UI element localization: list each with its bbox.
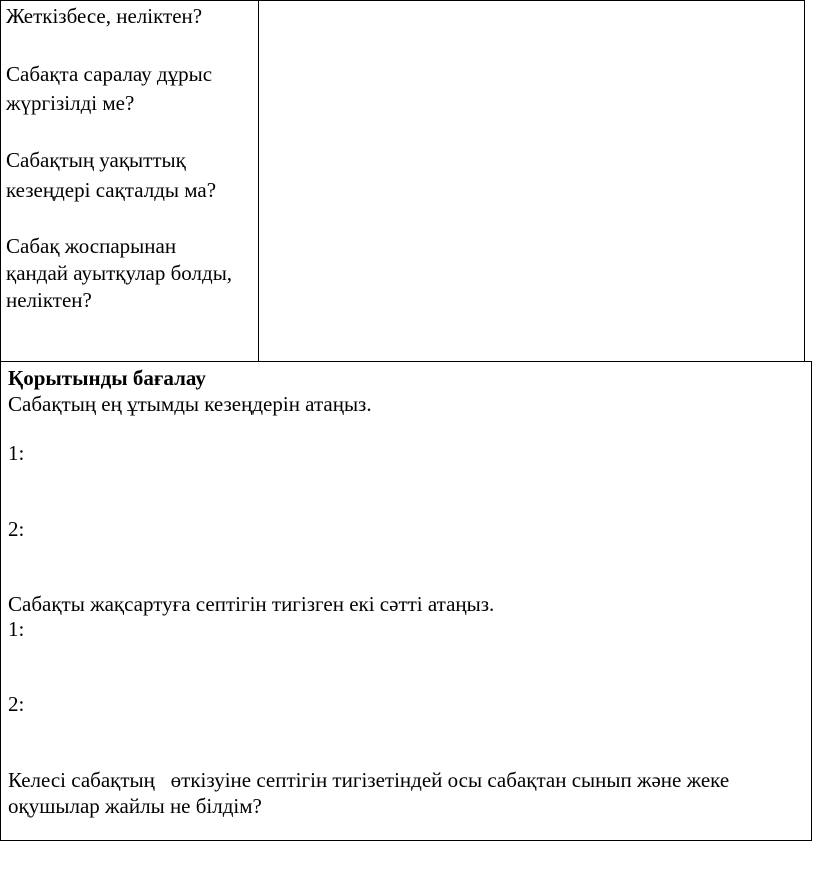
question-line: неліктен?: [6, 288, 92, 312]
question-line: кезеңдері сақталды ма?: [6, 178, 217, 202]
question-next-lesson: Келесі сабақтың өткізуіне септігін тигізетіндей осы сабақтан сынып және жеке: [8, 768, 730, 792]
answer-label-2: 2:: [8, 692, 25, 716]
question-line: Сабақта саралау дұрыс: [6, 62, 213, 86]
question-next-lesson-continued: оқушылар жайлы не білдім?: [8, 794, 262, 818]
question-best-stages: Сабақтың ең ұтымды кезеңдерін атаңыз.: [8, 392, 372, 416]
question-line: Жеткізбесе, неліктен?: [6, 4, 203, 28]
question-line: Сабақтың уақыттық: [6, 148, 186, 172]
section-heading: Қорытынды бағалау: [8, 366, 206, 390]
question-success-moments: Сабақты жақсартуға септігін тигізген екі сәтті атаңыз.: [8, 592, 495, 616]
top-right-cell: [258, 0, 805, 362]
answer-label-2: 2:: [8, 517, 25, 541]
question-line: Сабақ жоспарынан: [6, 234, 177, 258]
question-line: жүргізілді ме?: [6, 91, 135, 115]
question-line: қандай ауытқулар болды,: [6, 261, 233, 285]
answer-label-1: 1:: [8, 617, 25, 641]
answer-label-1: 1:: [8, 441, 25, 465]
